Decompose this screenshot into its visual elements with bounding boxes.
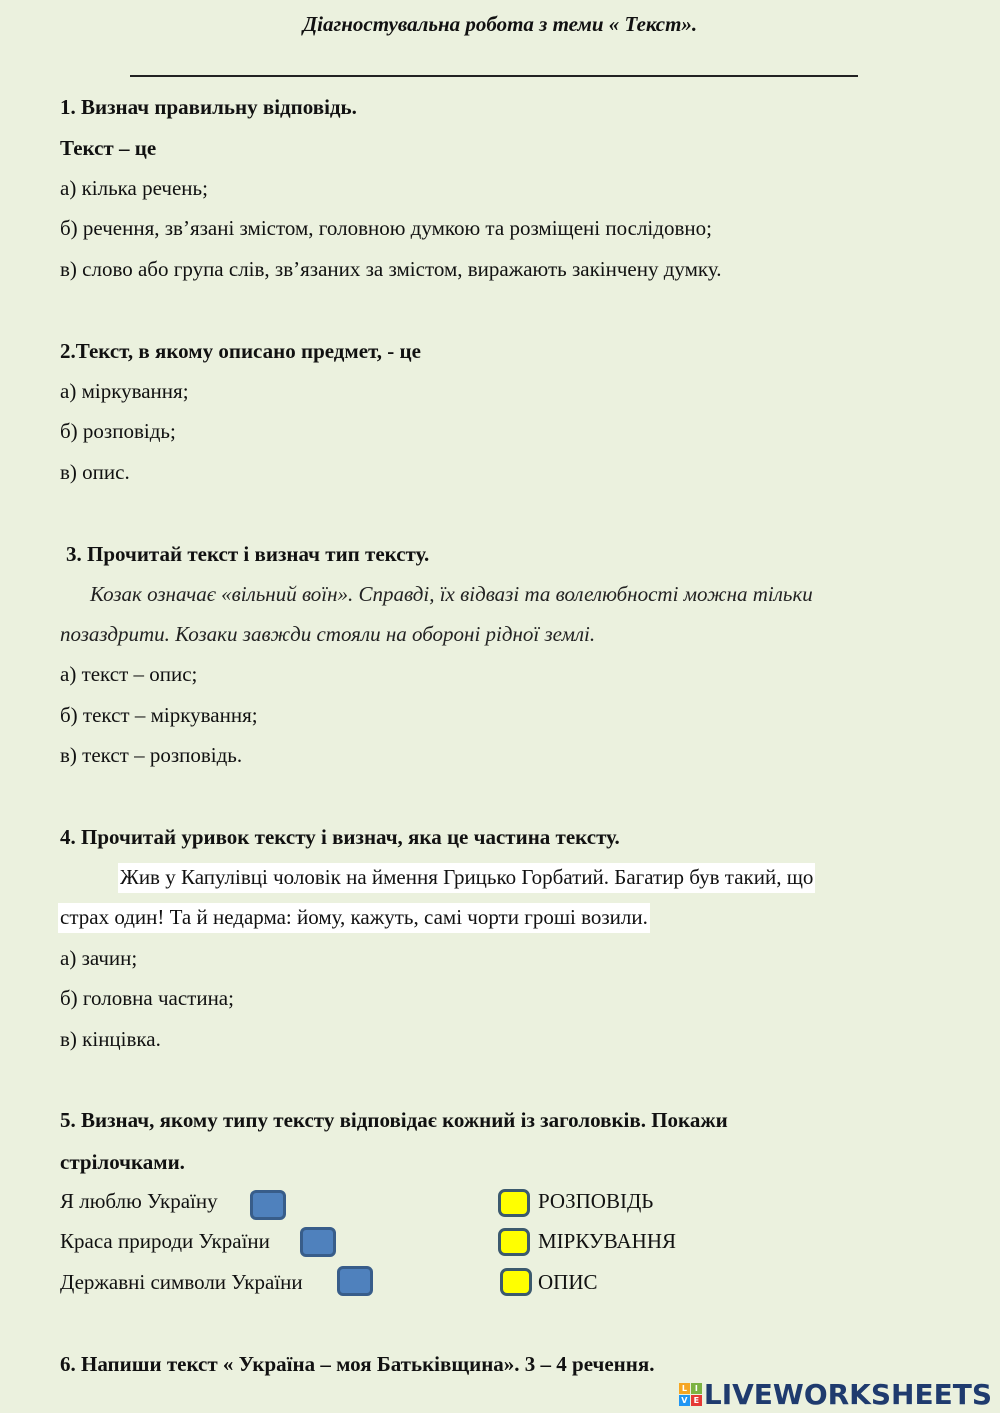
question-3-heading: 3. Прочитай текст і визнач тип тексту. [66, 542, 430, 566]
question-3-option-a: а) текст – опис; [60, 662, 198, 686]
live-tiles-icon: L I V E [679, 1383, 702, 1406]
question-6-heading: 6. Напиши текст « Україна – моя Батьківщина». 3 – 4 речення. [60, 1352, 655, 1376]
question-1-heading: 1. Визнач правильну відповідь. [60, 95, 357, 119]
match-left-item-1: Я люблю Україну [60, 1189, 218, 1213]
match-left-connector-3[interactable] [337, 1266, 373, 1296]
title-divider [130, 75, 858, 77]
question-2-option-c: в) опис. [60, 460, 130, 484]
question-2-option-a: а) міркування; [60, 379, 189, 403]
question-5-heading-line-1: 5. Визнач, якому типу тексту відповідає кожний із заголовків. Покажи [60, 1108, 728, 1132]
liveworksheets-logo [679, 1378, 992, 1411]
question-4-passage-line-2: страх один! Та й недарма: йому, кажуть, самі чорти гроші возили. [58, 903, 650, 933]
match-left-item-3: Державні символи України [60, 1270, 303, 1294]
question-2-heading: 2.Текст, в якому описано предмет, - це [60, 339, 421, 363]
question-1-option-a: а) кілька речень; [60, 176, 208, 200]
question-3-passage-line-1: Козак означає «вільний воїн». Справді, їх відвазі та волелюбності можна тільки [90, 582, 813, 606]
question-1-option-b: б) речення, зв’язані змістом, головною думкою та розміщені послідовно; [60, 216, 712, 240]
question-4-option-b: б) головна частина; [60, 986, 234, 1010]
liveworksheets-wordmark: LIVEWORKSHEETS [703, 1378, 992, 1411]
question-2-option-b: б) розповідь; [60, 419, 176, 443]
match-left-connector-2[interactable] [300, 1227, 336, 1257]
question-3-option-c: в) текст – розповідь. [60, 743, 243, 767]
match-right-connector-1[interactable] [498, 1189, 530, 1217]
match-right-item-1: РОЗПОВІДЬ [538, 1189, 654, 1213]
question-1-subheading: Текст – це [60, 136, 157, 160]
question-4-option-a: а) зачин; [60, 946, 138, 970]
question-4-passage-line-1: Жив у Капулівці чоловік на ймення Грицько Горбатий. Багатир був такий, що [118, 863, 815, 893]
match-right-connector-2[interactable] [498, 1228, 530, 1256]
match-left-item-2: Краса природи України [60, 1229, 270, 1253]
question-3-passage-line-2: позаздрити. Козаки завжди стояли на обороні рідної землі. [60, 622, 596, 646]
match-right-connector-3[interactable] [500, 1268, 532, 1296]
question-1-option-c: в) слово або група слів, зв’язаних за змістом, виражають закінчену думку. [60, 257, 722, 281]
match-right-item-2: МІРКУВАННЯ [538, 1229, 676, 1253]
question-4-heading: 4. Прочитай уривок тексту і визнач, яка це частина тексту. [60, 825, 620, 849]
document-title: Діагностувальна робота з теми « Текст». [302, 12, 698, 36]
question-4-option-c: в) кінцівка. [60, 1027, 161, 1051]
question-5-heading-line-2: стрілочками. [60, 1150, 185, 1174]
match-right-item-3: ОПИС [538, 1270, 598, 1294]
question-3-option-b: б) текст – міркування; [60, 703, 258, 727]
match-left-connector-1[interactable] [250, 1190, 286, 1220]
